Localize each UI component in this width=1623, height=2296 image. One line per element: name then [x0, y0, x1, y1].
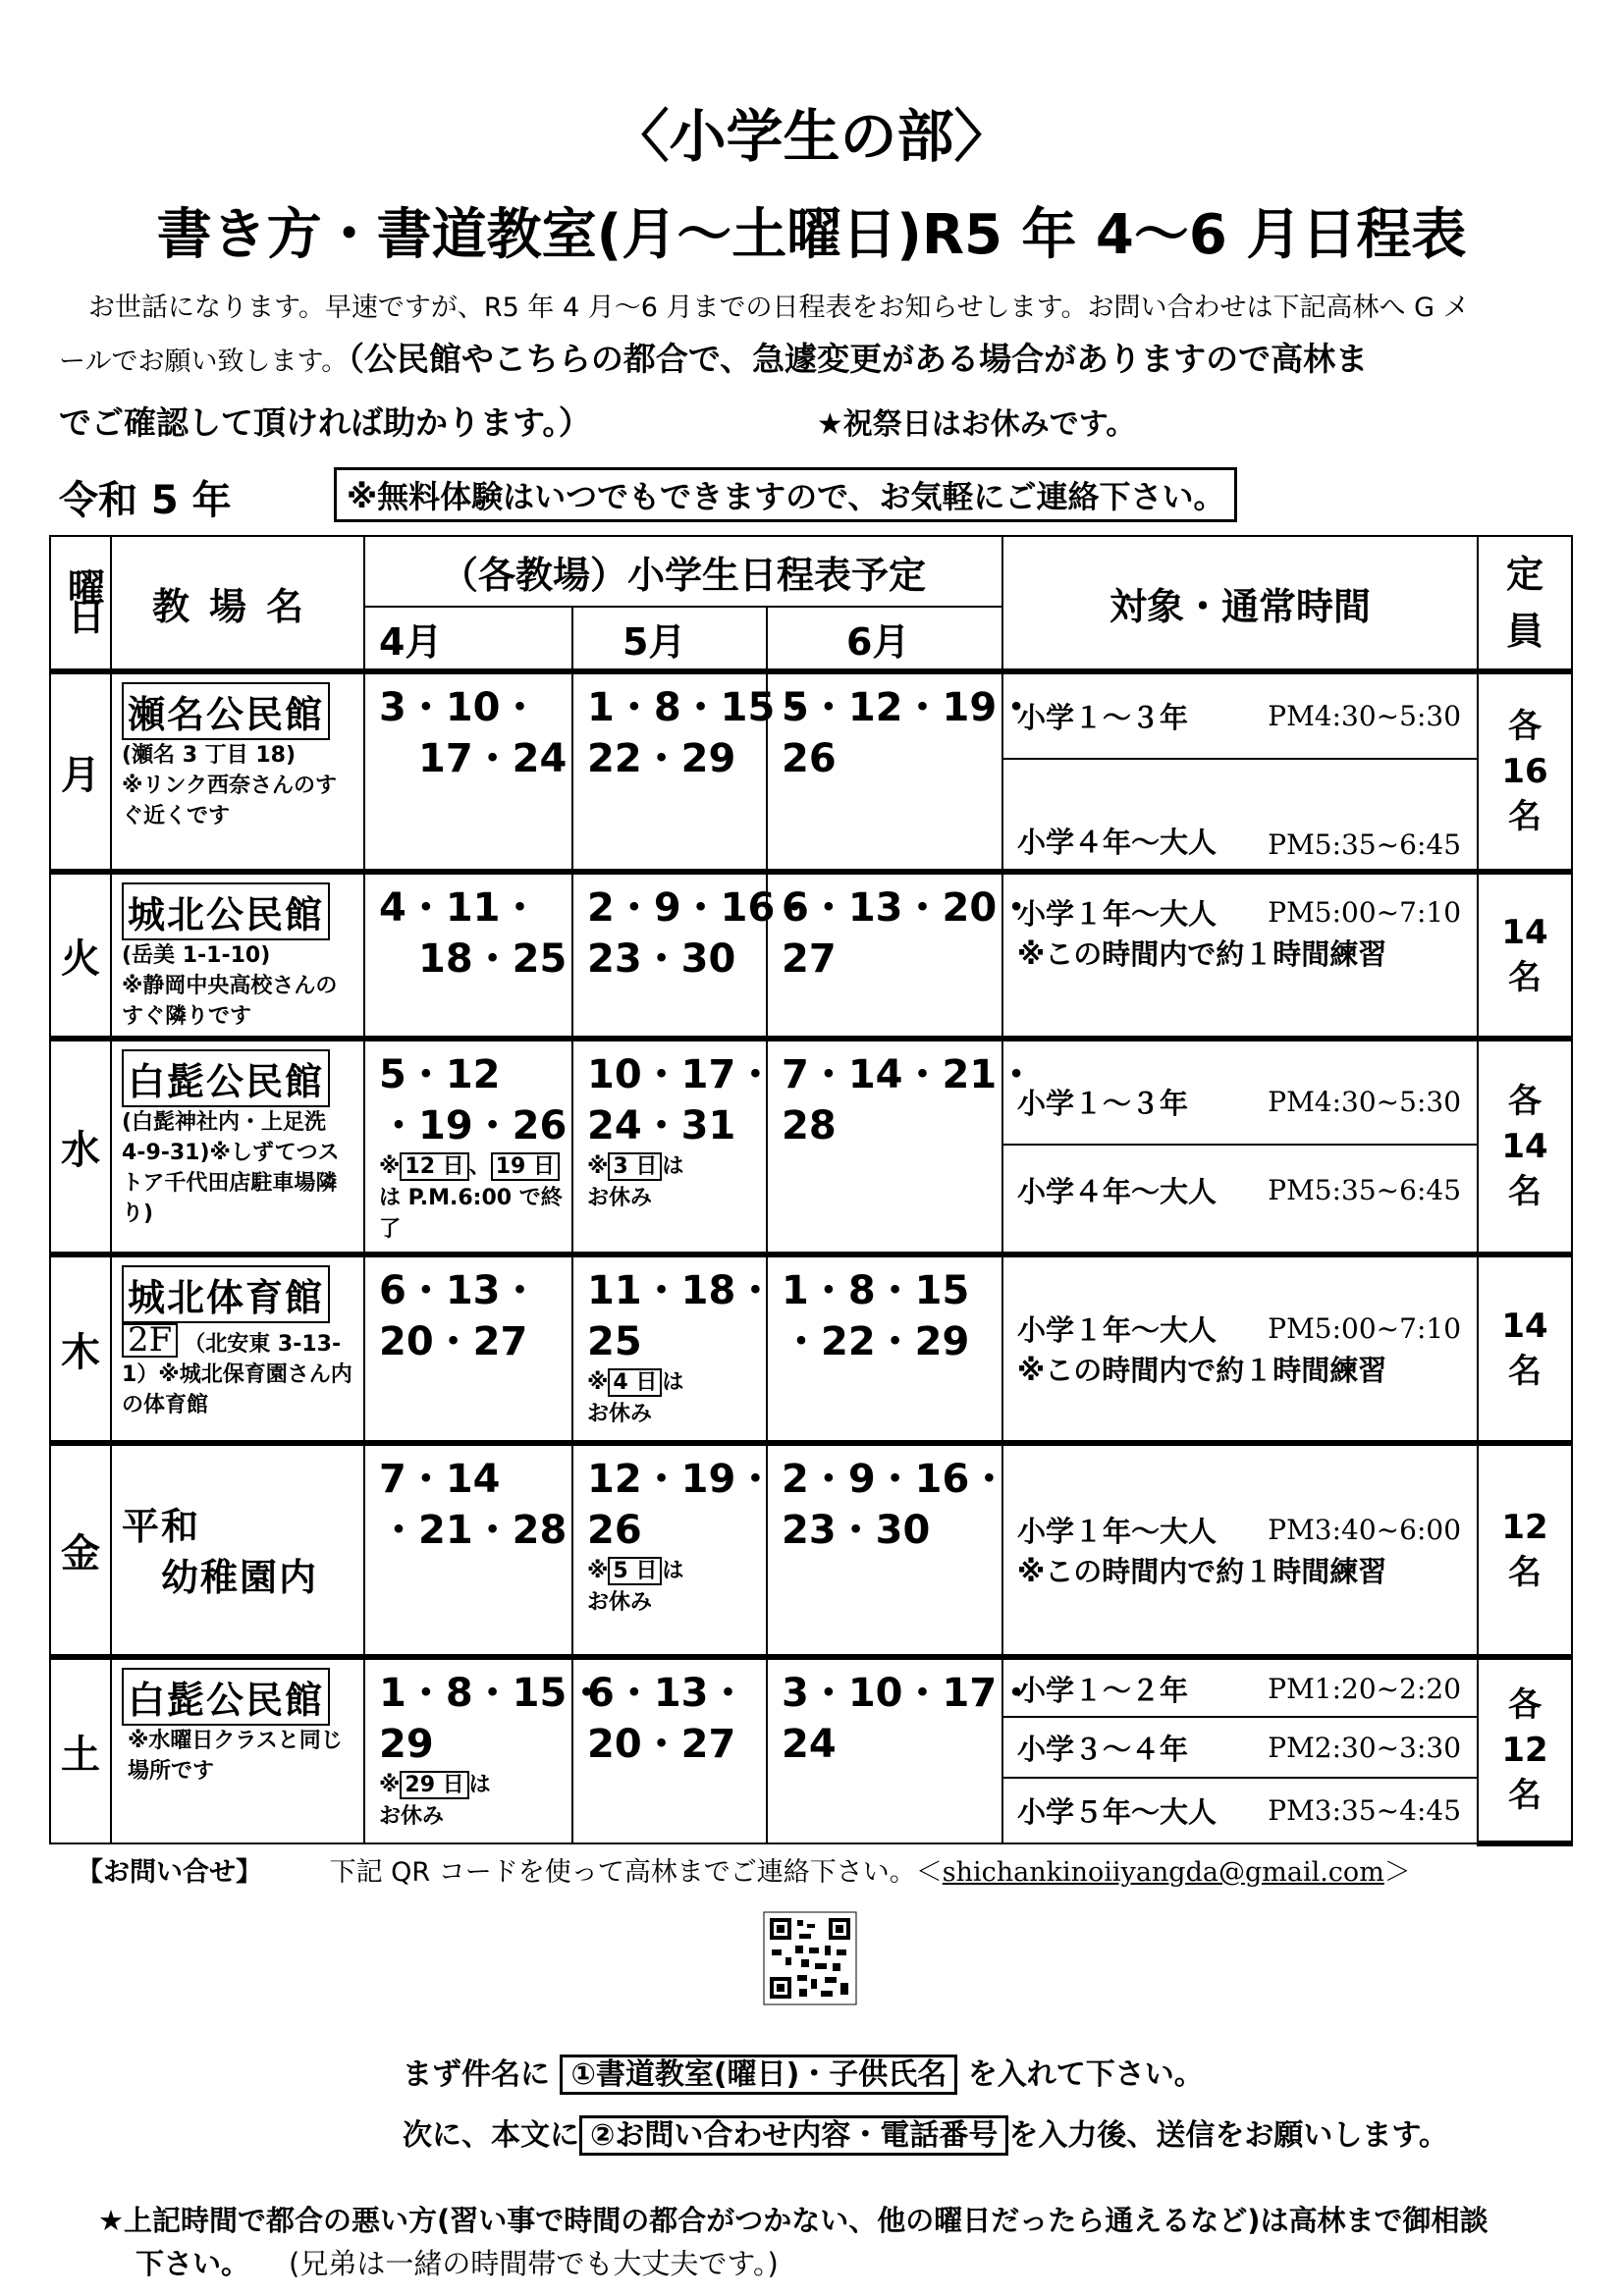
- instruction-subject: まず件名に ①書道教室(曜日)・子供氏名 を入れて下さい。: [403, 2050, 1204, 2093]
- venue-cell: [111, 872, 364, 1039]
- venue-landmark: ※静岡中央高校さんのすぐ隣りです: [122, 974, 338, 1029]
- dates-may: 12・19・ 26 ※ 5 日 は お休み: [572, 1443, 767, 1657]
- header-month-jun: 6月: [767, 607, 1002, 671]
- capacity-cell: 14 名: [1478, 1255, 1572, 1443]
- target-cell: [1002, 671, 1478, 872]
- dates-may: 1・8・15・ 22・29: [572, 671, 767, 872]
- body-format-box: ②お問い合わせ内容・電話番号: [579, 2115, 1008, 2156]
- venue-address: （北安東 3-13-1）※城北保育園さん内の体育館: [122, 1332, 352, 1417]
- header-day: 曜日: [50, 536, 111, 671]
- dates-jun: 6・13・20・ 27: [767, 872, 1002, 1039]
- day-cell: 金: [50, 1443, 111, 1657]
- dates-jun: 2・9・16・ 23・30: [767, 1443, 1002, 1657]
- target-row: 小学４年～大人 PM5:35~6:45: [1017, 1173, 1462, 1208]
- day-cell: 水: [50, 1039, 111, 1255]
- venue-cell: [111, 1039, 364, 1255]
- capacity-cell: 12 名: [1478, 1443, 1572, 1657]
- venue-floor: 2F: [122, 1323, 178, 1358]
- dates-apr: 3・10・ 17・24: [364, 671, 572, 872]
- target-cell: [1002, 872, 1478, 1039]
- header-month-apr: 4月: [364, 607, 572, 671]
- day-cell: 火: [50, 872, 111, 1039]
- may-note: ※ 4 日 は お休み: [587, 1370, 684, 1426]
- venue-landmark: ※水曜日クラスと同じ場所です: [128, 1729, 343, 1784]
- target-cell: [1002, 1657, 1478, 1843]
- day-cell: 月: [50, 671, 111, 872]
- target-cell: [1002, 1255, 1478, 1443]
- venue-cell: [111, 1657, 364, 1843]
- header-venue: 教場名: [111, 536, 364, 671]
- free-trial-box: ※無料体験はいつでもできますので、お気軽にご連絡下さい。: [334, 467, 1237, 522]
- venue-cell: [111, 671, 364, 872]
- table-row: [50, 1657, 1572, 1843]
- target-row: 小学１～３年 PM4:30~5:30: [1003, 674, 1477, 760]
- venue-name: 城北体育館: [122, 1265, 330, 1323]
- target-row: 小学１～２年 PM1:20~2:20: [1003, 1661, 1477, 1718]
- dates-apr: 4・11・ 18・25: [364, 872, 572, 1039]
- table-row: [50, 671, 1572, 872]
- intro-line-3: でご確認して頂ければ助かります。） ★祝祭日はお休みです。: [59, 403, 1136, 442]
- venue-name: 白髭公民館: [122, 1049, 330, 1107]
- qr-code-icon[interactable]: [746, 1895, 874, 2022]
- dates-apr: 5・12 ・19・26 ※ 12 日 、 19 日は P.M.6:00 で終了: [364, 1039, 572, 1255]
- dates-may: 6・13・ 20・27: [572, 1657, 767, 1843]
- target-row: 小学５年～大人 PM3:35~4:45: [1017, 1793, 1462, 1829]
- page-subtitle: 書き方・書道教室(月～土曜日)R5 年 4～6 月日程表: [156, 203, 1467, 267]
- contact-line: 【お問い合せ】 下記 QR コードを使って高林までご連絡下さい。＜shichankinoiiyangda@gmail.com＞: [77, 1857, 1411, 1888]
- target-row: 小学１年～大人 PM3:40~6:00: [1017, 1514, 1462, 1548]
- table-row: [50, 1039, 1572, 1255]
- target-row: 小学３～４年 PM2:30~3:30: [1003, 1718, 1477, 1779]
- schedule-table: [49, 535, 1573, 1846]
- venue-name: 瀬名公民館: [122, 682, 330, 740]
- intro-line-2: ールでお願い致します。（公民館やこちらの都合で、急遽変更がある場合がありますので高林ま: [59, 340, 1369, 378]
- target-note: ※この時間内で約１時間練習: [1017, 1354, 1387, 1387]
- dates-jun: 7・14・21・ 28: [767, 1039, 1002, 1255]
- dates-may: 10・17・ 24・31 ※ 3 日 は お休み: [572, 1039, 767, 1255]
- target-row: 小学４年～大人 PM5:35~6:45: [1017, 826, 1462, 861]
- contact-email-link[interactable]: shichankinoiiyangda@gmail.com: [942, 1857, 1384, 1888]
- table-row: [50, 872, 1572, 1039]
- may-note: ※ 5 日 は お休み: [587, 1559, 684, 1615]
- table-row: [50, 1443, 1572, 1657]
- holiday-note: ★祝祭日はお休みです。: [816, 407, 1136, 442]
- footer-note: ★上記時間で都合の悪い方(習い事で時間の都合がつかない、他の曜日だったら通えるなど)は高林まで御相談 下さい。 (兄弟は一緒の時間帯でも大丈夫です。): [98, 2204, 1488, 2280]
- dates-jun: 5・12・19・ 26: [767, 671, 1002, 872]
- target-row: 小学１～３年 PM4:30~5:30: [1003, 1059, 1477, 1146]
- table-row: [50, 1255, 1572, 1443]
- venue-cell: [111, 1255, 364, 1443]
- era-label: 令和 5 年: [59, 478, 232, 523]
- capacity-cell: 各 16 名: [1478, 671, 1572, 872]
- target-row: 小学１年～大人 PM5:00~7:10: [1017, 896, 1462, 931]
- may-note: ※ 3 日 は お休み: [587, 1154, 684, 1210]
- venue-landmark: ※リンク西奈さんのすぐ近くです: [122, 774, 337, 828]
- day-cell: 木: [50, 1255, 111, 1443]
- venue-name: 平和 幼稚園内: [122, 1505, 319, 1599]
- page-title: 〈小学生の部〉: [612, 103, 1011, 170]
- venue-name: 城北公民館: [122, 882, 330, 940]
- subject-format-box: ①書道教室(曜日)・子供氏名: [560, 2055, 957, 2095]
- target-cell: [1002, 1039, 1478, 1255]
- header-month-may: 5月: [572, 607, 767, 671]
- target-cell: [1002, 1443, 1478, 1657]
- capacity-cell: 14 名: [1478, 872, 1572, 1039]
- venue-name: 白髭公民館: [122, 1668, 330, 1726]
- header-capacity: 定員: [1478, 536, 1572, 671]
- target-note: ※この時間内で約１時間練習: [1017, 1555, 1387, 1588]
- header-target: 対象・通常時間: [1002, 536, 1478, 671]
- apr-note: ※ 29 日 は お休み: [379, 1773, 491, 1829]
- capacity-cell: 各 14 名: [1478, 1039, 1572, 1255]
- dates-jun: 3・10・17・ 24: [767, 1657, 1002, 1843]
- dates-may: 11・18・ 25 ※ 4 日 は お休み: [572, 1255, 767, 1443]
- venue-address: (白髭神社内・上足洗 4-9-31)※しずてつストア千代田店駐車場隣り): [122, 1110, 340, 1226]
- dates-may: 2・9・16・ 23・30: [572, 872, 767, 1039]
- venue-address: (瀬名 3 丁目 18): [122, 743, 297, 768]
- dates-apr: 7・14 ・21・28: [364, 1443, 572, 1657]
- intro-notice: （公民館やこちらの都合で、急遽変更がある場合がありますので高林ま: [348, 340, 1369, 378]
- venue-address: (岳美 1-1-10): [122, 943, 271, 968]
- intro-line-1: お世話になります。早速ですが、R5 年 4 月～6 月までの日程表をお知らせします。お問い合わせは下記高林へ G メ: [88, 293, 1470, 323]
- dates-apr: 1・8・15・ 29 ※ 29 日 は お休み: [364, 1657, 572, 1843]
- instruction-body: 次に、本文に ②お問い合わせ内容・電話番号 を入力後、送信をお願いします。: [403, 2110, 1448, 2154]
- dates-apr: 6・13・ 20・27: [364, 1255, 572, 1443]
- venue-cell: [111, 1443, 364, 1657]
- contact-label: 【お問い合せ】: [77, 1857, 262, 1888]
- dates-jun: 1・8・15 ・22・29: [767, 1255, 1002, 1443]
- apr-note: ※ 12 日 、 19 日は P.M.6:00 で終了: [379, 1154, 563, 1242]
- target-note: ※この時間内で約１時間練習: [1017, 937, 1387, 971]
- target-row: 小学１年～大人 PM5:00~7:10: [1017, 1312, 1462, 1347]
- capacity-cell: 各 12 名: [1478, 1657, 1572, 1843]
- header-schedule: （各教場）小学生日程表予定: [364, 536, 1002, 607]
- day-cell: 土: [50, 1657, 111, 1843]
